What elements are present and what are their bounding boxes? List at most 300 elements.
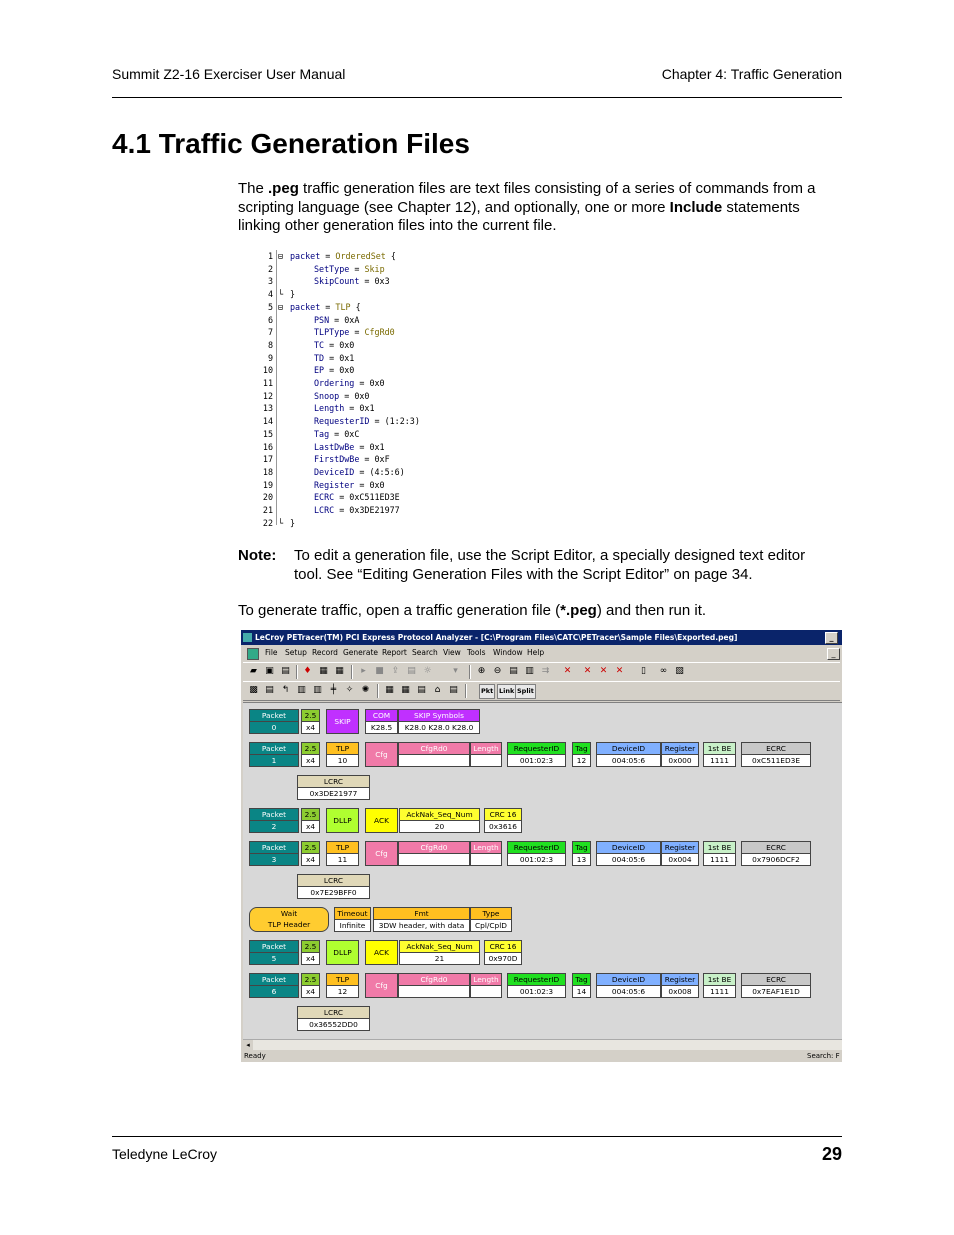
line-number: 17 (262, 454, 273, 465)
acknak-seq-num[interactable] (399, 940, 480, 965)
export-icon[interactable]: ▯ (641, 666, 646, 676)
code-line (238, 263, 438, 276)
ecrc-field-value: 0xC511ED3E (742, 755, 810, 767)
summary-icon[interactable]: ▤ (417, 685, 426, 695)
lcrc-field-value: 0x3DE21977 (298, 788, 369, 800)
packet-type-skip[interactable]: SKIP (326, 709, 359, 734)
cfg-rd0-header: CfgRd0 (399, 743, 469, 755)
tag-field[interactable] (572, 742, 591, 767)
tlp-seq[interactable] (326, 841, 359, 866)
code-line (238, 377, 438, 390)
cfg-rd0[interactable] (398, 841, 470, 866)
link-speed-value: x4 (302, 821, 319, 833)
device-id-value: 004:05:6 (597, 986, 660, 998)
home-icon[interactable]: ⌂ (434, 685, 441, 695)
code-line (238, 339, 438, 352)
code-token: CfgRd0 (364, 327, 395, 338)
ack-type[interactable]: ACK (365, 808, 398, 833)
packet-number[interactable] (249, 841, 299, 866)
packet-number-header: Packet (250, 974, 298, 986)
fmt-field-value: 3DW header, with data (374, 920, 469, 932)
code-token: packet (290, 251, 321, 261)
cfg-rd0-header: CfgRd0 (399, 974, 469, 986)
link-speed[interactable] (301, 841, 320, 866)
first-be-value: 1111 (704, 755, 735, 767)
line-number: 18 (262, 466, 273, 477)
code-line (238, 402, 438, 415)
packet-number[interactable] (249, 742, 299, 767)
tag-field-header: Tag (573, 974, 590, 986)
packet-number[interactable] (249, 808, 299, 833)
code-text (314, 441, 385, 454)
com-symbol[interactable] (365, 709, 398, 734)
crc16-field-header: CRC 16 (485, 941, 521, 953)
lcrc-field-header: LCRC (298, 875, 369, 887)
device-id[interactable] (596, 742, 661, 767)
status-search: Search: F (807, 1052, 840, 1060)
acknak-seq-num[interactable] (399, 808, 480, 833)
ecrc-field-header: ECRC (742, 974, 810, 986)
lcrc-field[interactable] (297, 874, 370, 899)
fold-marker-icon[interactable]: └ (278, 289, 284, 300)
code-token: Tag (314, 428, 330, 439)
packet-number-header: Packet (250, 941, 298, 953)
register-field-value: 0x008 (662, 986, 698, 998)
line-number: 19 (262, 479, 273, 490)
crc16-field[interactable] (484, 808, 522, 833)
tag-field[interactable] (572, 973, 591, 998)
device-id-header: DeviceID (597, 743, 660, 755)
menu-file[interactable]: File (265, 648, 278, 657)
acknak-seq-num-header: AckNak_Seq_Num (400, 941, 479, 953)
requester-id-value: 001:02:3 (508, 854, 565, 866)
line-number: 11 (262, 378, 273, 388)
packet-type-cfg[interactable]: Cfg (365, 841, 398, 866)
line-number: 22 (262, 517, 273, 528)
line-number: 4 (267, 289, 273, 300)
menu-search[interactable]: Search (412, 648, 438, 657)
code-token: = (320, 301, 336, 312)
tlp-seq-header: TLP (327, 743, 358, 755)
timeout-field[interactable] (334, 907, 371, 932)
intro-text-3: statements linking other generation files into the current file. (238, 198, 800, 234)
first-be[interactable] (703, 742, 736, 767)
packet-type-cfg[interactable]: Cfg (365, 742, 398, 767)
first-be-header: 1st BE (704, 974, 735, 986)
device-id-header: DeviceID (597, 842, 660, 854)
print-icon[interactable]: ▤ (281, 666, 290, 676)
filter-icon[interactable]: ▥ (525, 666, 534, 676)
packet-number-header: Packet (250, 710, 298, 722)
skip-symbols-header: SKIP Symbols (399, 710, 479, 722)
code-token: = 0xA (329, 314, 360, 325)
code-token: = 0xC (329, 428, 360, 439)
lcrc-field-value: 0x36552DD0 (298, 1019, 369, 1031)
record-icon[interactable]: ♦ (303, 666, 312, 676)
code-text (314, 326, 395, 339)
window-titlebar (241, 630, 842, 645)
menu-generate[interactable]: Generate (343, 648, 379, 657)
code-token: DeviceID (314, 466, 355, 477)
code-text (314, 263, 385, 276)
bookmark-icon[interactable]: ▧ (675, 666, 684, 676)
code-token: packet (290, 301, 321, 312)
link-speed-value: x4 (302, 755, 319, 767)
arrow-icon[interactable]: ↰ (281, 685, 290, 695)
packet-number[interactable] (249, 973, 299, 998)
minimize-button[interactable]: _ (825, 632, 838, 644)
code-text (314, 504, 400, 517)
packet-number-value: 5 (250, 953, 298, 965)
link-speed-header: 2.5 (302, 710, 319, 722)
packet-number-value: 1 (250, 755, 298, 767)
generate-text-1: To generate traffic, open a traffic generation file ( (238, 602, 561, 619)
stats-icon[interactable]: ▥ (313, 685, 322, 695)
code-token: FirstDwBe (314, 454, 360, 465)
code-text (314, 339, 354, 352)
crc16-field-header: CRC 16 (485, 809, 521, 821)
fmt-field[interactable] (373, 907, 470, 932)
first-be-header: 1st BE (704, 743, 735, 755)
header-rule (112, 97, 842, 98)
pkt-toggle[interactable]: Pkt (479, 684, 495, 699)
fold-marker-icon[interactable]: ⊟ (278, 251, 284, 261)
packet-type-dllp[interactable]: DLLP (326, 808, 359, 833)
code-token: ECRC (314, 492, 335, 503)
document-icon[interactable] (247, 648, 259, 660)
tlp-seq[interactable] (326, 973, 359, 998)
link-speed[interactable] (301, 742, 320, 767)
acknak-seq-num-header: AckNak_Seq_Num (400, 809, 479, 821)
first-be[interactable] (703, 841, 736, 866)
code-token: = 0x0 (354, 378, 385, 388)
ecrc-field[interactable] (741, 841, 811, 866)
link-speed-value: x4 (302, 722, 319, 734)
toolbar-separator (465, 684, 467, 698)
running-header-title: Summit Z2-16 Exerciser User Manual (112, 66, 346, 82)
generate-paragraph (238, 602, 844, 621)
device-id[interactable] (596, 841, 661, 866)
tag-field-header: Tag (573, 743, 590, 755)
acknak-seq-num-value: 21 (400, 953, 479, 965)
link-speed-header: 2.5 (302, 743, 319, 755)
hide3-icon[interactable]: ✕ (599, 666, 608, 676)
menu-bar (241, 645, 842, 661)
code-text (290, 288, 295, 301)
window-title: LeCroy PETracer(TM) PCI Express Protocol Analyzer - [C:\Program Files\CATC\PETracer\Sample Files\Exported.peg] (255, 633, 738, 642)
packet-type-dllp[interactable]: DLLP (326, 940, 359, 965)
length-field[interactable] (470, 742, 502, 767)
code-line (238, 288, 438, 301)
line-number: 10 (262, 365, 273, 376)
link-toggle[interactable]: Link (497, 684, 516, 699)
menu-window[interactable]: Window (493, 648, 523, 657)
code-text (314, 466, 405, 479)
bar-chart-icon[interactable]: ▥ (297, 685, 306, 695)
register-field-value: 0x000 (662, 755, 698, 767)
tag-field[interactable] (572, 841, 591, 866)
table-icon[interactable]: ▦ (385, 685, 394, 695)
link-speed-value: x4 (302, 854, 319, 866)
code-token: = 0x0 (339, 390, 370, 401)
ack-type[interactable]: ACK (365, 940, 398, 965)
running-header-chapter: Chapter 4: Traffic Generation (661, 66, 842, 82)
intro-text-2: traffic generation files are text files consisting of a series of commands from a scripting language (see Chapter 12), and optionally, one or more (238, 180, 816, 216)
dropdown-icon[interactable]: ▾ (453, 666, 458, 676)
wait-tlp-header-header: Wait (280, 909, 298, 918)
line-number: 9 (267, 352, 273, 363)
timing-icon[interactable]: ╪ (330, 685, 337, 695)
link-speed-header: 2.5 (302, 974, 319, 986)
code-token: SetType (314, 263, 350, 274)
menu-help[interactable]: Help (527, 648, 545, 657)
skip-symbols-value: K28.0 K28.0 K28.0 (399, 722, 479, 734)
scroll-left-icon[interactable]: ◂ (243, 1040, 253, 1050)
fold-marker-icon[interactable]: └ (278, 517, 284, 528)
requester-id[interactable] (507, 973, 566, 998)
lcrc-field-header: LCRC (298, 776, 369, 788)
link-speed[interactable] (301, 973, 320, 998)
intro-include: Include (669, 198, 723, 216)
code-token: Snoop (314, 390, 340, 401)
ecrc-field[interactable] (741, 742, 811, 767)
note-text: To edit a generation file, use the Script Editor, a specially designed text editor tool. See “Editing Generation Files with the Script Editor” on page 34. (294, 547, 806, 583)
horizontal-scrollbar[interactable] (243, 1039, 842, 1050)
list-view-icon[interactable]: ▤ (265, 685, 274, 695)
split-toggle[interactable]: Split (515, 684, 536, 699)
device-id-header: DeviceID (597, 974, 660, 986)
first-be-header: 1st BE (704, 842, 735, 854)
menu-setup[interactable]: Setup (285, 648, 307, 657)
line-number: 12 (262, 390, 273, 401)
code-token: = 0x1 (344, 403, 375, 414)
code-listing (238, 247, 438, 527)
packet-number-value: 3 (250, 854, 298, 866)
line-number: 15 (262, 428, 273, 439)
register-field[interactable] (661, 742, 699, 767)
packet-type-cfg[interactable]: Cfg (365, 973, 398, 998)
packet-number-value: 6 (250, 986, 298, 998)
footer-rule (112, 1136, 842, 1137)
upload-icon[interactable]: ⇪ (391, 666, 400, 676)
status-ready: Ready (244, 1052, 266, 1060)
requester-id[interactable] (507, 841, 566, 866)
code-token: = (1:2:3) (369, 416, 420, 427)
open-icon[interactable]: ▰ (250, 666, 257, 676)
packet-number[interactable] (249, 940, 299, 965)
length-field[interactable] (470, 841, 502, 866)
toolbar-main (243, 662, 840, 682)
skip-symbols[interactable] (398, 709, 480, 734)
device-id[interactable] (596, 973, 661, 998)
requester-id-header: RequesterID (508, 974, 565, 986)
tlp-seq-value: 12 (327, 986, 358, 998)
register-field[interactable] (661, 973, 699, 998)
line-number: 6 (267, 314, 273, 325)
code-line (238, 441, 438, 454)
restore-button[interactable]: _ (827, 648, 840, 660)
trigger-icon[interactable]: ✺ (361, 685, 370, 695)
first-be[interactable] (703, 973, 736, 998)
toolbar-separator (469, 665, 471, 679)
code-line (238, 428, 438, 441)
menu-tools[interactable]: Tools (467, 648, 486, 657)
hide-icon[interactable]: ✕ (563, 666, 572, 676)
binoculars-icon[interactable]: ∞ (659, 666, 668, 676)
intro-paragraph (238, 180, 844, 236)
code-line (238, 390, 438, 403)
packet-view-icon[interactable]: ▩ (249, 685, 258, 695)
timeout-field-header: Timeout (335, 908, 370, 920)
code-token: LCRC (314, 505, 335, 515)
type-field-value: Cpl/CplD (471, 920, 511, 932)
fold-marker-icon[interactable]: ⊟ (278, 301, 284, 312)
line-number: 14 (262, 416, 273, 427)
cfg-rd0-value: 00:00100 (399, 986, 469, 998)
cfg-rd0-value: 00:00100 (399, 755, 469, 767)
code-line (238, 517, 438, 530)
packet-number-header: Packet (250, 743, 298, 755)
page-number: 29 (821, 1144, 842, 1164)
length-field[interactable] (470, 973, 502, 998)
requester-id[interactable] (507, 742, 566, 767)
wait-tlp-header[interactable] (249, 907, 329, 932)
hide4-icon[interactable]: ✕ (615, 666, 624, 676)
tlp-seq-header: TLP (327, 974, 358, 986)
line-number: 3 (267, 276, 273, 287)
code-token: } (290, 289, 296, 300)
length-field-header: Length (471, 743, 501, 755)
code-text (314, 415, 420, 428)
lcrc-field[interactable] (297, 1006, 370, 1031)
code-token: = (320, 251, 336, 261)
tlp-seq[interactable] (326, 742, 359, 767)
code-token: { (385, 251, 396, 261)
footer-company: Teledyne LeCroy (112, 1146, 218, 1162)
code-token: = 0x3DE21977 (334, 505, 400, 515)
device-id-value: 004:05:6 (597, 854, 660, 866)
grid-icon[interactable]: ▦ (335, 666, 344, 676)
type-field-header: Type (471, 908, 511, 920)
generate-text-2: ) and then run it. (596, 602, 707, 619)
tag-field-value: 13 (573, 854, 590, 866)
link-speed[interactable] (301, 940, 320, 965)
generate-peg: *.peg (560, 602, 597, 619)
zoom-out-icon[interactable]: ⊖ (493, 666, 502, 676)
generate-icon[interactable]: ▦ (319, 666, 328, 676)
code-token: = 0x1 (354, 441, 385, 452)
code-token: EP (314, 365, 325, 376)
length-field-header: Length (471, 974, 501, 986)
link-speed-header: 2.5 (302, 941, 319, 953)
menu-report[interactable]: Report (382, 648, 407, 657)
toolbar-separator (351, 665, 353, 679)
code-line (238, 453, 438, 466)
code-line (238, 352, 438, 365)
table2-icon[interactable]: ▦ (401, 685, 410, 695)
length-field-value: 1 (471, 755, 501, 767)
line-number: 16 (262, 441, 273, 452)
code-line (238, 466, 438, 479)
toolbar-separator (296, 665, 298, 679)
crc16-field-value: 0x970D (485, 953, 521, 965)
tag-field-value: 12 (573, 755, 590, 767)
line-number: 1 (267, 251, 273, 261)
code-token: TLP (335, 301, 351, 312)
play-icon[interactable]: ▸ (361, 666, 366, 676)
cfg-rd0[interactable] (398, 742, 470, 767)
save-icon[interactable]: ▣ (265, 666, 274, 676)
note-label: Note: (238, 547, 277, 564)
code-token: = 0xC511ED3E (334, 492, 400, 503)
code-line (238, 479, 438, 492)
line-number: 13 (262, 403, 273, 414)
app-icon (243, 633, 252, 642)
code-text (314, 364, 354, 377)
code-line (238, 364, 438, 377)
ecrc-field-value: 0x7906DCF2 (742, 854, 810, 866)
chart-icon[interactable]: ▤ (407, 666, 416, 676)
code-text (314, 402, 375, 415)
code-token: = 0xF (359, 454, 390, 465)
code-line (238, 326, 438, 339)
code-line (238, 415, 438, 428)
acknak-seq-num-value: 20 (400, 821, 479, 833)
first-be-value: 1111 (704, 854, 735, 866)
zoom-in-icon[interactable]: ⊕ (477, 666, 486, 676)
intro-peg: .peg (268, 180, 299, 197)
menu-record[interactable]: Record (312, 648, 338, 657)
find-icon[interactable]: ▤ (509, 666, 518, 676)
settings-icon[interactable]: ☼ (423, 666, 432, 676)
analyzer-window (241, 630, 842, 1062)
tag-field-header: Tag (573, 842, 590, 854)
code-line (238, 314, 438, 327)
link-icon[interactable]: ✧ (345, 685, 354, 695)
requester-id-header: RequesterID (508, 743, 565, 755)
register-field-value: 0x004 (662, 854, 698, 866)
code-text (314, 491, 400, 504)
crc16-field[interactable] (484, 940, 522, 965)
ecrc-field[interactable] (741, 973, 811, 998)
goto-icon[interactable]: ⇉ (541, 666, 550, 676)
code-token: = 0x0 (324, 365, 355, 376)
link-speed-value: x4 (302, 953, 319, 965)
stop-icon[interactable]: ■ (375, 666, 384, 676)
register-field[interactable] (661, 841, 699, 866)
crc16-field-value: 0x3616 (485, 821, 521, 833)
type-field[interactable] (470, 907, 512, 932)
code-token: Register (314, 479, 355, 490)
code-token: Length (314, 403, 345, 414)
hide2-icon[interactable]: ✕ (583, 666, 592, 676)
line-number: 20 (262, 492, 273, 503)
packet-number[interactable] (249, 709, 299, 734)
link-speed[interactable] (301, 808, 320, 833)
code-text (314, 453, 390, 466)
lcrc-field[interactable] (297, 775, 370, 800)
requester-id-value: 001:02:3 (508, 755, 565, 767)
code-line (238, 504, 438, 517)
menu-view[interactable]: View (443, 648, 461, 657)
packet-number-value: 0 (250, 722, 298, 734)
cfg-rd0[interactable] (398, 973, 470, 998)
code-line (238, 301, 438, 314)
code-line (238, 250, 438, 263)
link-speed[interactable] (301, 709, 320, 734)
config-icon[interactable]: ▤ (449, 685, 458, 695)
requester-id-value: 001:02:3 (508, 986, 565, 998)
